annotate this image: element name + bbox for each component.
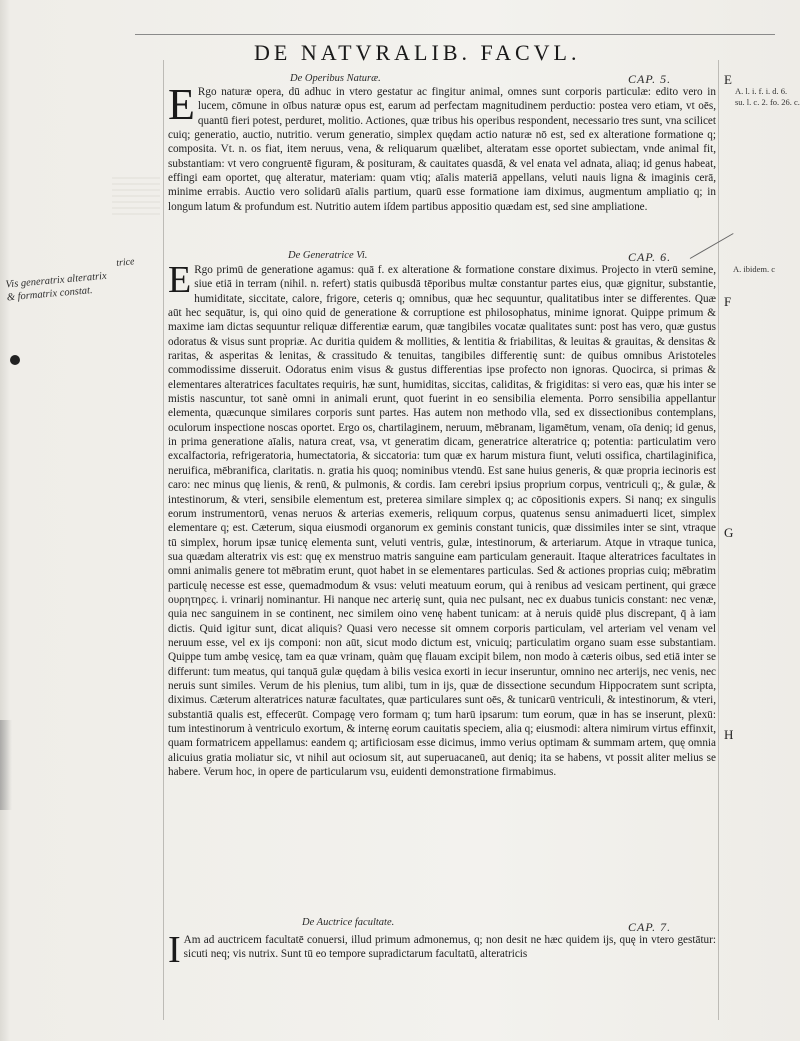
chapter-number-7: CAP. 7.: [628, 920, 672, 934]
section-heading-generatrice: De Generatrice Vi.: [288, 250, 368, 261]
margin-reference: su. l. c. 2. fo. 26. c.: [735, 97, 800, 107]
drop-cap-letter: I: [168, 929, 181, 971]
running-head: DE NATVRALIB. FACVL.: [254, 40, 581, 65]
margin-reference: A. l. i. f. i. d. 6.: [735, 86, 788, 96]
section-heading-auctrice: De Auctrice facultate.: [302, 917, 395, 928]
binding-shadow: [0, 720, 12, 810]
annotation-line: Vis generatrix alteratrix: [5, 270, 108, 291]
margin-reference: A. ibidem. c: [733, 264, 776, 274]
paragraph-operibus: [168, 80, 716, 214]
paragraph-text: Rgo naturæ opera, dū adhuc in vtero gestatur ac fingitur animal, omnes sunt corporis particulæ: edito vero in lucem, cōmune in oībus naturæ opus est, earum ad perfectam magnitudinem perductio: postea vero etiam, vt oēs, quantū fieri potest, perduret, molitio. Actiones, quæ tribus his operibus respondent, necessario tres sunt, vna scilicet cuiq; generatio, auctio, nutritio. verum generatio, simplex quędam actio naturæ nō est, sed ex alteratione formatione q; composita. Vt. n. os fiat, item neruus, vena, & reliquarum quælibet, alteratam esse oportet subiectam, vnde animal fit, substantiam: vt vero congruentē figuram, & posituram, & cauitates quasdā, & vel enata vel adnata, aliaq; id genus habeat, effingi eam oportet, quę alteratur, materiam: quam vtiq; aīalis materiā appellans, veluti nauis ligna & imaginis cerā, minime errabis. Auctio vero solidarū aīalis partium, quarū esse formatione iam diximus, augmentum ampliatio q; in longum latum & profundum est. Nutritio autem iſdem partibus appositio quædam est, sed sine ampliatione.: [168, 86, 716, 213]
margin-letter-g: G: [724, 525, 734, 540]
chapter-number-5: CAP. 5.: [628, 72, 672, 86]
ink-dot: [10, 355, 20, 365]
paragraph-auctrice: [168, 929, 716, 971]
left-margin-rule: [163, 60, 164, 1020]
chapter-number-6: CAP. 6.: [628, 250, 672, 264]
section-heading-operibus: De Operibus Naturæ.: [290, 73, 381, 84]
annotation-line: & formatrix constat.: [6, 285, 94, 304]
paragraph-generatrice: [168, 259, 716, 779]
drop-cap-letter: E: [168, 80, 195, 129]
paragraph-text: Am ad auctricem facultatē conuersi, illud primum admonemus, q; non desit ne hæc quidem ijs, quę in vtero gestātur: sicuti neq; vis nutrix. Sunt tū eo tempore supradictarum facultatū, alteratricis: [183, 934, 716, 961]
right-margin-rule: [718, 60, 719, 1020]
reference-pointer-line: [690, 233, 734, 259]
annotation-insert: trice: [115, 256, 135, 269]
margin-letter-e: E: [724, 72, 732, 87]
margin-letter-f: F: [724, 294, 732, 309]
top-rule: [135, 34, 775, 35]
margin-letter-h: H: [724, 727, 734, 742]
faded-bleedthrough-text: [112, 175, 160, 215]
paragraph-text: Rgo primū de generatione agamus: quā f. ex alteratione & formatione constare diximus. Projecto in vterū semine, siue etiā in terram (nihil. n. refert) statis quibusdā tēporibus multæ constantur partes eius, quæ gignitur, substantie, humiditate, siccitate, calore, frigore, ceteris q; omnibus, quæ hec sequuntur, qualitatibus inter se differentes. Quæ aūt hec sequātur, is, qui oino quid de generatione & corruptione est philosophatus, minime ignorat. Quippe primum & maxime iam dictas sequuntur reliquæ differentiæ earum, quæ tangibiles vocatæ qualitates sunt: post has vero, quæ gustus odoratus & visus sunt propriæ. Ac duritia quidem & mollities, & lentitia & friabilitas, & leuitas & grauitas, & densitas & raritas, & asperitas & lenitas, & crassitudo & tenuitas, tangibiles differentię sunt: de quibus omnibus Aristoteles commodissime disseruit. Odoratus enim visus & gustus differentias ipse profecto non ignoras. Quocirca, si primas & elementares alteratrices facultates requiris, hæ sunt, humiditas, siccitas, caliditas, & frigiditas: si vero eas, quæ his inter se mistis nascuntur, tot sanè omni in animali erunt, quot fuerint in eo sensibilia elementa. Porro sensibilia appellantur elementa, quæcunque similares corporis sunt partes. Has autem non methodo vlla, sed ex dissectionibus contemplans, oculorum inspectione noscas oportet. Ergo os, chartilaginem, neruum, mēbranam, ligamētum, venam, oīa deniq; id genus, in prima generatione aīalis, natura creat, vsa, vt generatim dicam, generatrice alteratrice q; potentia: particulatim vero excalfactoria, refrigeratoria, humectatoria, & siccatoria: tum quæ ex harum mistura fiunt, veluti ossifica, chartilaginifica, neruifica, mēbranifica, claritatis. n. gratia his quoq; nominibus vtendū. Est sane huius generis, & quæ propria iecinoris est caro: nec minus quę lienis, & renū, & pulmonis, & cordis. Iam cerebri ipsius proprium corpus, ventriculi q;, & gulæ, & intestinorum, & vteri, sensibile elementum est, preterea similare simplex q; ac cōpositionis expers. Si nanq; ex singulis eorum instrumentorū, venas neruos & arterias exemeris, reliquum corpus, quatenus sensu animaduerti licet, simplex elementare q; est. Cæterum, siqua eiusmodi organorum ex geminis constant tunicis, quæ dissimiles inter se sint, vtraque tū simplex, horum ipsæ tunicę elementa sunt, veluti ventris, gulæ, intestinorum, & arteriarum. Atque in vtraque tunica, sua quædam alteratrix vis est: quę ex menstruo matris sanguine eam particulam generauit. Itaque alteratrices facultates in omni animalis genere tot mēbratim erunt, quot habet in se elementares particulas. Sed & actiones proprias cuiq; mēbratim particulę necesse est esse, quemadmodum & vsus: veluti meatuum eorum, qui à renibus ad vesicam pertinent, qui græce ουρητηρες. i. vrinarij nominantur. Hi nanque nec arterię sunt, quia nec pulsant, nec ex duabus tunicis constant: nec venæ, quia nec sanguinem in se continent, nec similem oino venę habent tunicam: at à neruis quidē plus discrepant, q̄ à iam dictis. Quid igitur sunt, dicat aliquis? Quasi vero necesse sit omnem corporis particulam, vel arteriam vel venam vel neruum esse, vel ex ijs componi: non aūt, sicut modo dictum est, vnicuiq; particulatim organo suam esse substantiam. Quippe tum ambę vesicę, tam ea quæ vrinam, quàm quę flauam excipit bilem, non modo à cæteris oibus, sed etiā inter se differunt: tum meatus, qui tanquā gulæ quędam à bilis vesica exorti in iecur inseruntur, omnino nec arterijs, nec venis, nec neruis sunt similes. Verum de his plenius, tum alibi, tum in ijs, quæ de dissectione secundum Hippocratem sunt scripta, diximus. Cæterum alteratrices naturæ facultates, quæ particulares sunt oēs, & tunicarū ventriculi, & intestinorum, & vteri, substantiā qualis est, effecerūt. Compagę vero formam q; tum harū ipsarum: tum eorum, quæ in has se inserunt, plexū: tum intestinorum à ventriculo exortum, & internę eorum cauitatis speciem, alia q; eiusmodi: altera nimirum virtus effinxit, quam formatricem appellamus: eandem q; artificiosam esse dicimus, immo verius optimam & summam artem, quę omnia alicuius gratia moliatur sic, vt nihil aut ociosum sit, aut superuacaneū, aut deniq; ita se habens, vt possit aliter melius se habere. Verum hoc, in opere de particularum vsu, euidenti demonstratione firmabimus.: [168, 264, 716, 779]
handwritten-annotation: [5, 256, 157, 305]
drop-cap-letter: E: [168, 259, 192, 301]
